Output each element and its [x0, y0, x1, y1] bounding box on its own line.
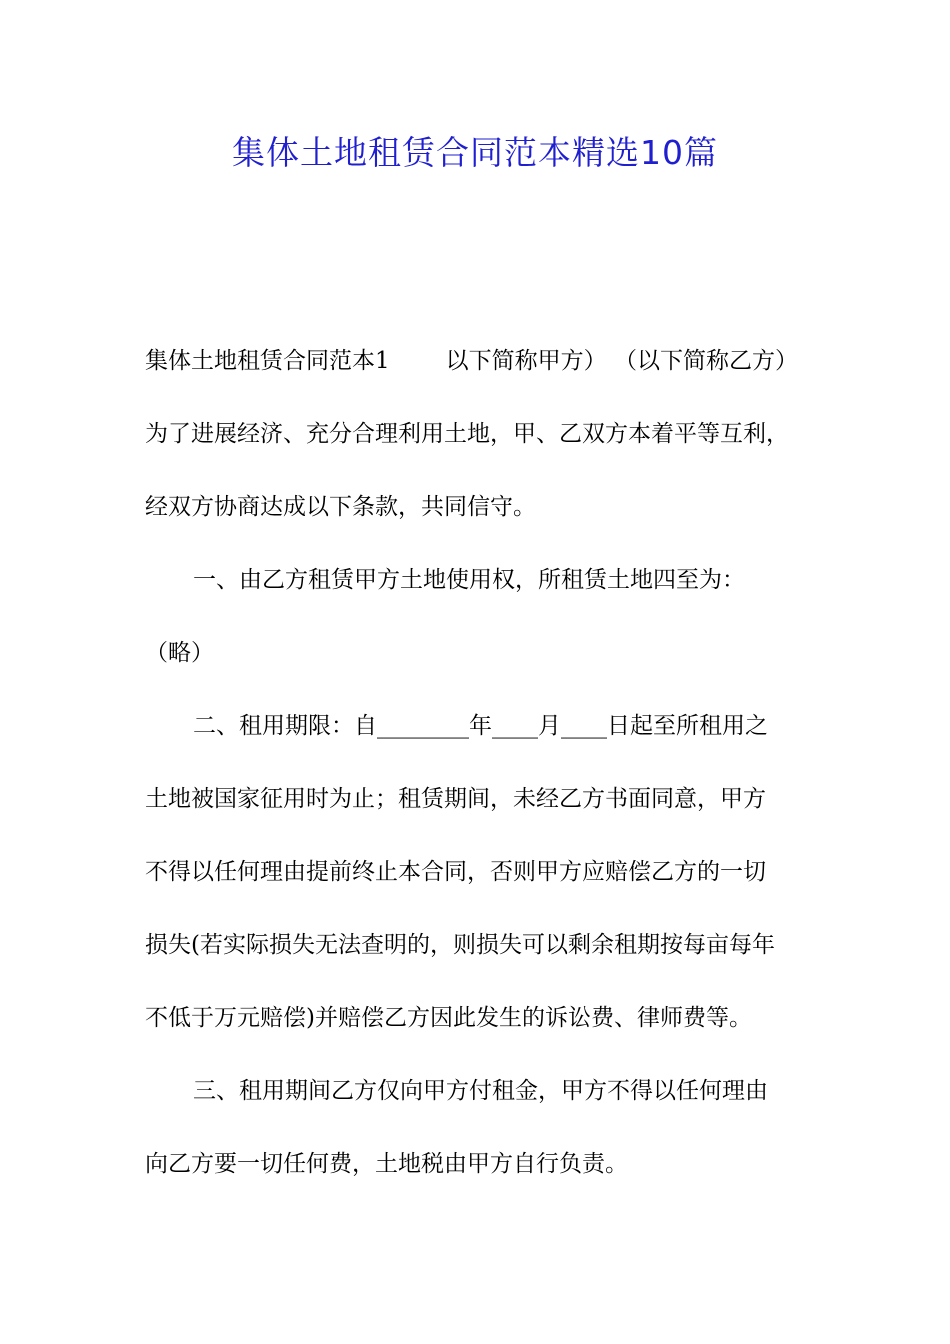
paragraph-line: 经双方协商达成以下条款，共同信守。 [145, 494, 536, 520]
contract-heading: 集体土地租赁合同范本1 [145, 348, 390, 374]
paragraph-line [145, 338, 815, 411]
paragraph-line: 土地被国家征用时为止；租赁期间，未经乙方书面同意，甲方 [145, 786, 766, 812]
paragraph-line: 为了进展经济、充分合理利用土地，甲、乙双方本着平等互利， [145, 421, 789, 447]
document-body [145, 338, 815, 1214]
paragraph-line: 不低于万元赔偿)并赔偿乙方因此发生的诉讼费、律师费等。 [145, 1005, 752, 1031]
paragraph-line: （略） [145, 640, 214, 666]
clause-1-line: 一、由乙方租赁甲方土地使用权，所租赁土地四至为： [193, 567, 745, 593]
clause-2-line: 二、租用期限：自________年____月____日起至所租用之 [193, 713, 768, 739]
clause-3-line: 三、租用期间乙方仅向甲方付租金，甲方不得以任何理由 [193, 1078, 768, 1104]
paragraph-line: 损失(若实际损失无法查明的，则损失可以剩余租期按每亩每年 [145, 932, 775, 958]
paragraph-line: 不得以任何理由提前终止本合同，否则甲方应赔偿乙方的一切 [145, 859, 766, 885]
document-title: 集体土地租赁合同范本精选10篇 [232, 133, 718, 172]
party-definitions: 以下简称甲方） （以下简称乙方） [445, 348, 798, 374]
paragraph-line: 向乙方要一切任何费，土地税由甲方自行负责。 [145, 1151, 628, 1177]
